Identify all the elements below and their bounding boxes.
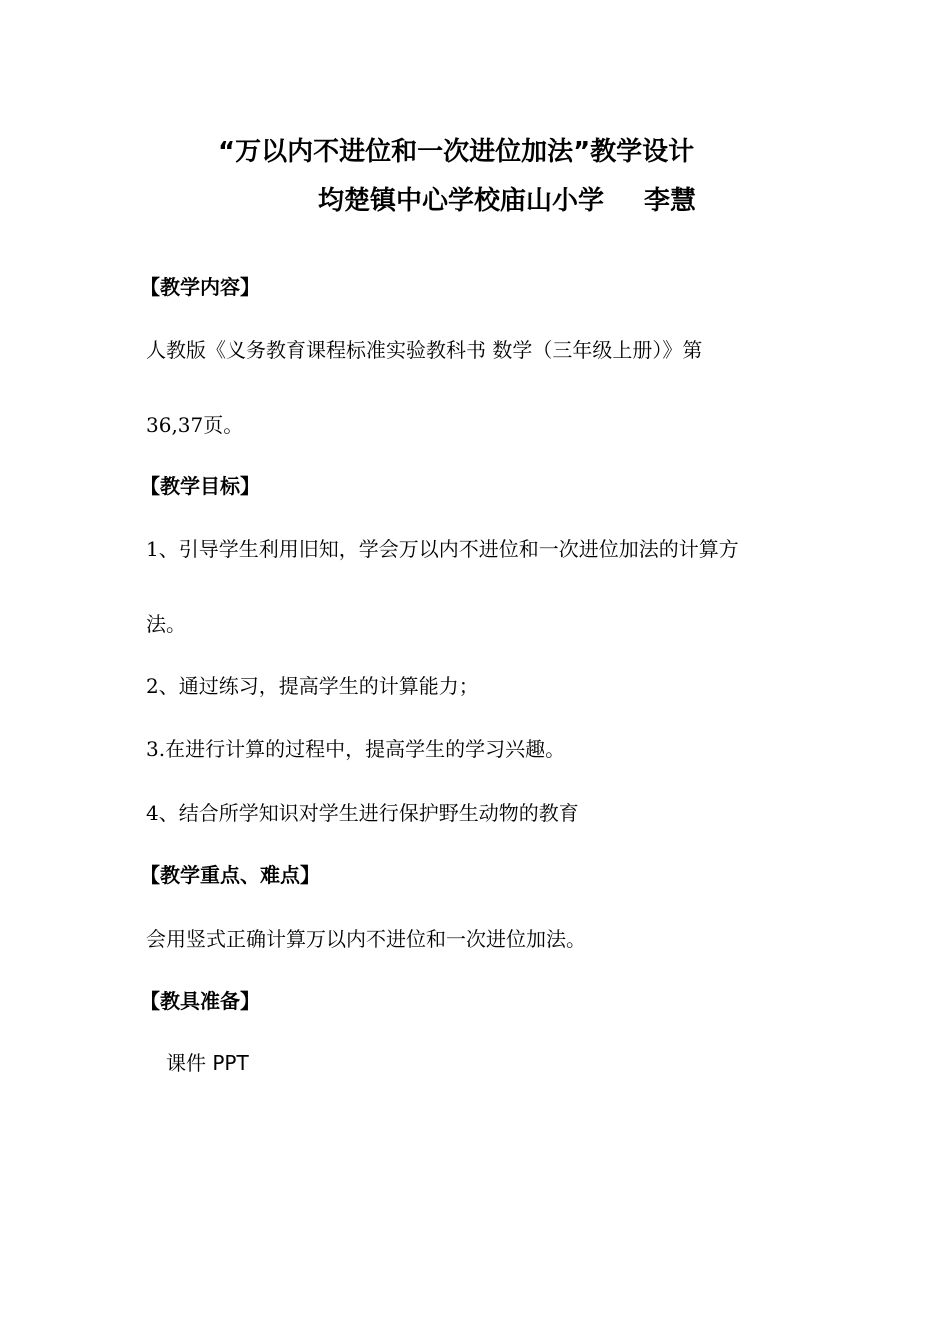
document-byline [318,184,696,218]
document-title: “万以内不进位和一次进位加法”教学设计 [218,137,695,167]
section-heading-key-points: 【教学重点、难点】 [140,863,320,887]
goal-3: 3.在进行计算的过程中，提高学生的学习兴趣。 [146,737,566,761]
goal-4: 4、结合所学知识对学生进行保护野生动物的教育 [146,801,579,825]
goal-2: 2、通过练习，提高学生的计算能力； [146,674,479,698]
school-name: 均楚镇中心学校庙山小学 [318,186,605,216]
author-name: 李慧 [644,186,697,216]
goal-1-line-2: 法。 [146,612,186,636]
section-heading-materials: 【教具准备】 [140,989,260,1013]
key-points-text: 会用竖式正确计算万以内不进位和一次进位加法。 [146,927,586,951]
materials-text: 课件 PPT [166,1051,249,1075]
section-heading-content: 【教学内容】 [140,275,260,299]
section-heading-goals: 【教学目标】 [140,474,260,498]
content-line-2: 36,37页。 [146,413,244,437]
goal-1-line-1: 1、引导学生利用旧知，学会万以内不进位和一次进位加法的计算方 [146,537,739,561]
content-line-1: 人教版《义务教育课程标准实验教科书 数学（三年级上册）》第 [146,338,703,362]
